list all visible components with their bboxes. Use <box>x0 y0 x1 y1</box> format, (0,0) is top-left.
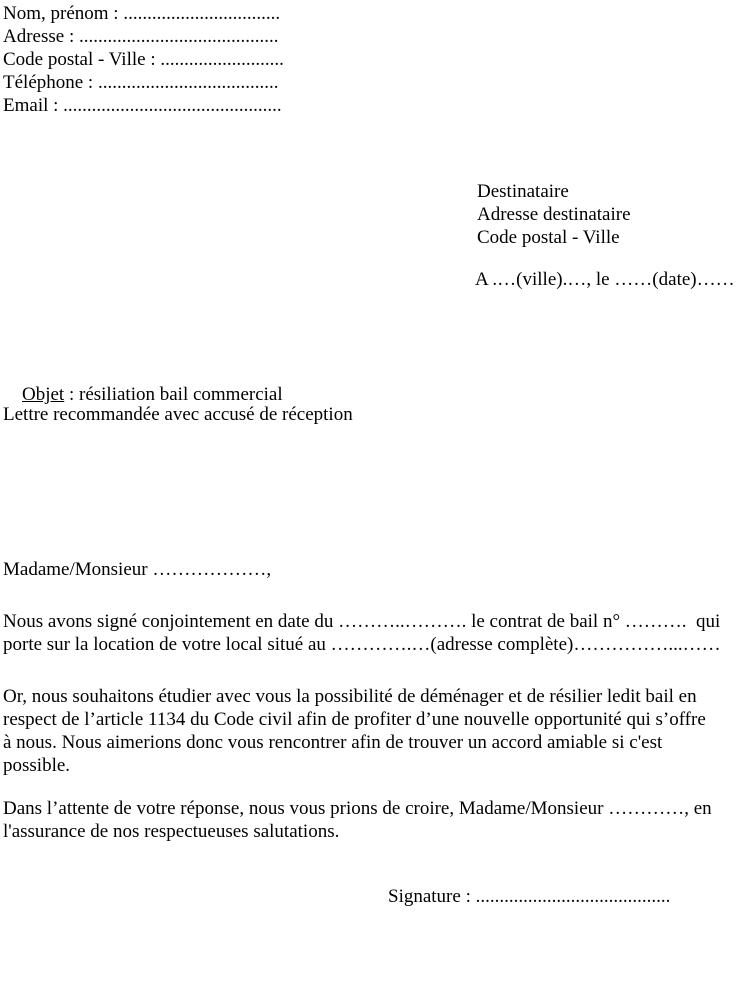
sender-phone-line: Téléphone : ...................................... <box>3 72 279 93</box>
paragraph-line: à nous. Nous aimerions donc vous rencontrer afin de trouver un accord amiable si c'est <box>3 732 663 753</box>
recipient-address-line: Adresse destinataire <box>477 204 631 225</box>
sender-email-line: Email : .............................................. <box>3 95 282 116</box>
paragraph-line: possible. <box>3 755 71 776</box>
recipient-city-line: Code postal - Ville <box>477 227 620 248</box>
body-paragraph-3 <box>3 797 712 843</box>
body-paragraph-1 <box>3 610 721 656</box>
delivery-notice: Lettre recommandée avec accusé de réception <box>3 404 353 425</box>
salutation: Madame/Monsieur ………………, <box>3 559 272 580</box>
sender-city-line: Code postal - Ville : .......................... <box>3 49 284 70</box>
paragraph-line: Nous avons signé conjointement en date du ………..………. le contrat de bail n° ………. qui <box>3 611 721 632</box>
paragraph-line: porte sur la location de votre local situé au ………….…(adresse complète)……………...…… <box>3 634 721 655</box>
paragraph-line: respect de l’article 1134 du Code civil afin de profiter d’une nouvelle opportunité qui s’offre <box>3 709 706 730</box>
paragraph-line: l'assurance de nos respectueuses salutations. <box>3 821 340 842</box>
body-paragraph-2 <box>3 685 706 777</box>
sender-address-line: Adresse : .......................................... <box>3 26 279 47</box>
paragraph-line: Dans l’attente de votre réponse, nous vous prions de croire, Madame/Monsieur …………, en <box>3 798 712 819</box>
signature-line: Signature : ......................................... <box>388 886 671 907</box>
sender-block <box>3 2 284 117</box>
place-date-line: A .…(ville).…, le ……(date)…… <box>475 269 735 290</box>
paragraph-line: Or, nous souhaitons étudier avec vous la possibilité de déménager et de résilier ledit bail en <box>3 686 697 707</box>
subject-label: Objet <box>22 384 65 405</box>
recipient-block <box>477 180 631 249</box>
sender-name-line: Nom, prénom : ................................. <box>3 3 281 24</box>
subject-text: : résiliation bail commercial <box>64 384 283 405</box>
recipient-name-line: Destinataire <box>477 181 569 202</box>
